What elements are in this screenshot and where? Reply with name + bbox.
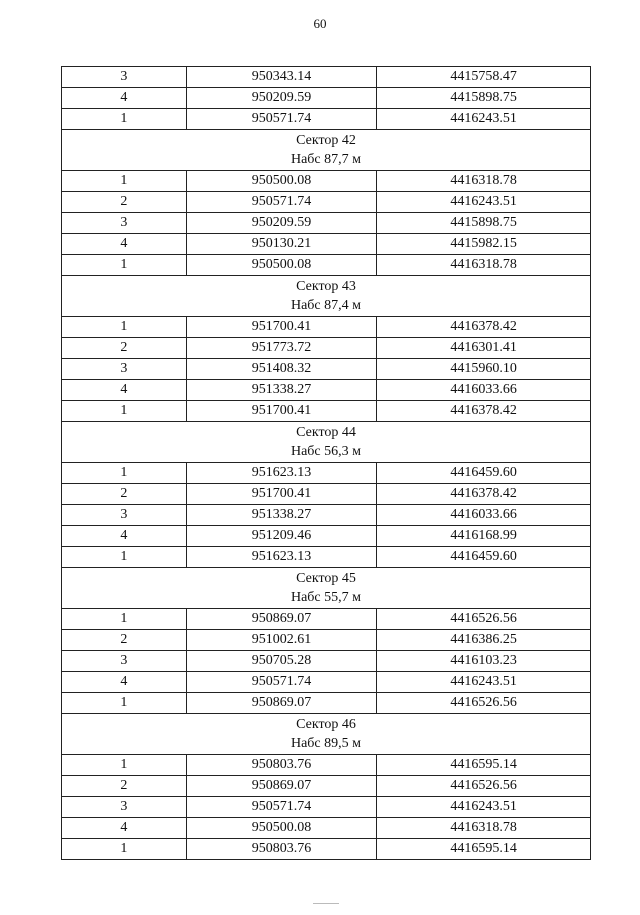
- point-number-cell: 1: [62, 609, 187, 630]
- x-coordinate-cell: 951623.13: [186, 547, 377, 568]
- x-coordinate-cell: 951002.61: [186, 630, 377, 651]
- x-coordinate-cell: 951338.27: [186, 505, 377, 526]
- sector-header-cell: [62, 422, 591, 463]
- y-coordinate-cell: 4416526.56: [377, 693, 591, 714]
- point-row: [62, 651, 591, 672]
- x-coordinate-cell: 950130.21: [186, 234, 377, 255]
- y-coordinate-cell: 4415960.10: [377, 359, 591, 380]
- y-coordinate-cell: 4415982.15: [377, 234, 591, 255]
- y-coordinate-cell: 4416103.23: [377, 651, 591, 672]
- x-coordinate-cell: 950571.74: [186, 109, 377, 130]
- point-number-cell: 2: [62, 484, 187, 505]
- x-coordinate-cell: 950571.74: [186, 672, 377, 693]
- point-row: [62, 818, 591, 839]
- x-coordinate-cell: 950500.08: [186, 255, 377, 276]
- point-number-cell: 3: [62, 505, 187, 526]
- y-coordinate-cell: 4416595.14: [377, 839, 591, 860]
- point-number-cell: 4: [62, 672, 187, 693]
- sector-header-row: [62, 714, 591, 755]
- sector-header-cell: [62, 568, 591, 609]
- x-coordinate-cell: 951623.13: [186, 463, 377, 484]
- sector-header-row: [62, 276, 591, 317]
- y-coordinate-cell: 4416378.42: [377, 317, 591, 338]
- sector-title: Сектор 46: [296, 717, 356, 732]
- sector-title: Сектор 45: [296, 571, 356, 586]
- y-coordinate-cell: 4416386.25: [377, 630, 591, 651]
- point-row: [62, 255, 591, 276]
- y-coordinate-cell: 4416033.66: [377, 380, 591, 401]
- y-coordinate-cell: 4416378.42: [377, 484, 591, 505]
- page-number: 60: [313, 16, 327, 31]
- point-number-cell: 3: [62, 359, 187, 380]
- point-row: [62, 88, 591, 109]
- sector-height: Набс 89,5 м: [290, 736, 362, 751]
- x-coordinate-cell: 950209.59: [186, 213, 377, 234]
- point-row: [62, 463, 591, 484]
- x-coordinate-cell: 950209.59: [186, 88, 377, 109]
- point-number-cell: 1: [62, 755, 187, 776]
- y-coordinate-cell: 4416595.14: [377, 755, 591, 776]
- point-number-cell: 3: [62, 67, 187, 88]
- sector-header-row: [62, 568, 591, 609]
- point-row: [62, 213, 591, 234]
- y-coordinate-cell: 4416243.51: [377, 192, 591, 213]
- sector-title: Сектор 43: [296, 279, 356, 294]
- point-number-cell: 4: [62, 380, 187, 401]
- x-coordinate-cell: 950869.07: [186, 693, 377, 714]
- sector-header-cell: [62, 714, 591, 755]
- point-number-cell: 1: [62, 401, 187, 422]
- y-coordinate-cell: 4416243.51: [377, 797, 591, 818]
- point-row: [62, 693, 591, 714]
- x-coordinate-cell: 951773.72: [186, 338, 377, 359]
- y-coordinate-cell: 4416318.78: [377, 171, 591, 192]
- point-row: [62, 192, 591, 213]
- point-number-cell: 2: [62, 192, 187, 213]
- sector-header-cell: [62, 276, 591, 317]
- y-coordinate-cell: 4416318.78: [377, 255, 591, 276]
- point-number-cell: 3: [62, 797, 187, 818]
- point-number-cell: 2: [62, 630, 187, 651]
- point-number-cell: 1: [62, 255, 187, 276]
- x-coordinate-cell: 951338.27: [186, 380, 377, 401]
- x-coordinate-cell: 950343.14: [186, 67, 377, 88]
- y-coordinate-cell: 4416168.99: [377, 526, 591, 547]
- point-row: [62, 67, 591, 88]
- x-coordinate-cell: 951408.32: [186, 359, 377, 380]
- point-number-cell: 1: [62, 171, 187, 192]
- point-number-cell: 4: [62, 818, 187, 839]
- point-number-cell: 1: [62, 317, 187, 338]
- point-number-cell: 3: [62, 213, 187, 234]
- y-coordinate-cell: 4416318.78: [377, 818, 591, 839]
- x-coordinate-cell: 951700.41: [186, 317, 377, 338]
- point-row: [62, 380, 591, 401]
- point-number-cell: 1: [62, 109, 187, 130]
- y-coordinate-cell: 4416033.66: [377, 505, 591, 526]
- point-number-cell: 4: [62, 526, 187, 547]
- y-coordinate-cell: 4416378.42: [377, 401, 591, 422]
- y-coordinate-cell: 4416243.51: [377, 109, 591, 130]
- point-number-cell: 1: [62, 463, 187, 484]
- point-row: [62, 797, 591, 818]
- point-row: [62, 338, 591, 359]
- coordinates-table-body: [62, 67, 591, 860]
- x-coordinate-cell: 950500.08: [186, 818, 377, 839]
- point-row: [62, 547, 591, 568]
- point-row: [62, 359, 591, 380]
- x-coordinate-cell: 950803.76: [186, 755, 377, 776]
- sector-title: Сектор 42: [296, 133, 356, 148]
- point-number-cell: 1: [62, 547, 187, 568]
- y-coordinate-cell: 4415758.47: [377, 67, 591, 88]
- x-coordinate-cell: 950869.07: [186, 609, 377, 630]
- sector-height: Набс 87,4 м: [290, 298, 362, 313]
- sector-header-row: [62, 130, 591, 171]
- point-number-cell: 3: [62, 651, 187, 672]
- point-row: [62, 505, 591, 526]
- point-row: [62, 755, 591, 776]
- point-row: [62, 401, 591, 422]
- sector-height: Набс 56,3 м: [290, 444, 362, 459]
- point-row: [62, 776, 591, 797]
- scan-mark: [313, 903, 339, 904]
- sector-header-row: [62, 422, 591, 463]
- sector-title: Сектор 44: [296, 425, 356, 440]
- y-coordinate-cell: 4415898.75: [377, 88, 591, 109]
- point-number-cell: 2: [62, 338, 187, 359]
- point-number-cell: 1: [62, 693, 187, 714]
- x-coordinate-cell: 950705.28: [186, 651, 377, 672]
- point-row: [62, 609, 591, 630]
- point-row: [62, 839, 591, 860]
- point-row: [62, 234, 591, 255]
- coordinates-table: [61, 66, 591, 860]
- point-row: [62, 109, 591, 130]
- sector-height: Набс 87,7 м: [290, 152, 362, 167]
- x-coordinate-cell: 950571.74: [186, 192, 377, 213]
- x-coordinate-cell: 950803.76: [186, 839, 377, 860]
- point-row: [62, 484, 591, 505]
- sector-height: Набс 55,7 м: [290, 590, 362, 605]
- sector-header-cell: [62, 130, 591, 171]
- x-coordinate-cell: 951700.41: [186, 401, 377, 422]
- x-coordinate-cell: 950869.07: [186, 776, 377, 797]
- x-coordinate-cell: 951700.41: [186, 484, 377, 505]
- point-row: [62, 317, 591, 338]
- x-coordinate-cell: 950571.74: [186, 797, 377, 818]
- y-coordinate-cell: 4416526.56: [377, 776, 591, 797]
- y-coordinate-cell: 4416526.56: [377, 609, 591, 630]
- point-row: [62, 672, 591, 693]
- point-number-cell: 1: [62, 839, 187, 860]
- x-coordinate-cell: 950500.08: [186, 171, 377, 192]
- y-coordinate-cell: 4416301.41: [377, 338, 591, 359]
- y-coordinate-cell: 4416459.60: [377, 463, 591, 484]
- point-number-cell: 4: [62, 88, 187, 109]
- y-coordinate-cell: 4416459.60: [377, 547, 591, 568]
- point-row: [62, 526, 591, 547]
- point-row: [62, 630, 591, 651]
- point-number-cell: 4: [62, 234, 187, 255]
- x-coordinate-cell: 951209.46: [186, 526, 377, 547]
- y-coordinate-cell: 4416243.51: [377, 672, 591, 693]
- point-number-cell: 2: [62, 776, 187, 797]
- point-row: [62, 171, 591, 192]
- y-coordinate-cell: 4415898.75: [377, 213, 591, 234]
